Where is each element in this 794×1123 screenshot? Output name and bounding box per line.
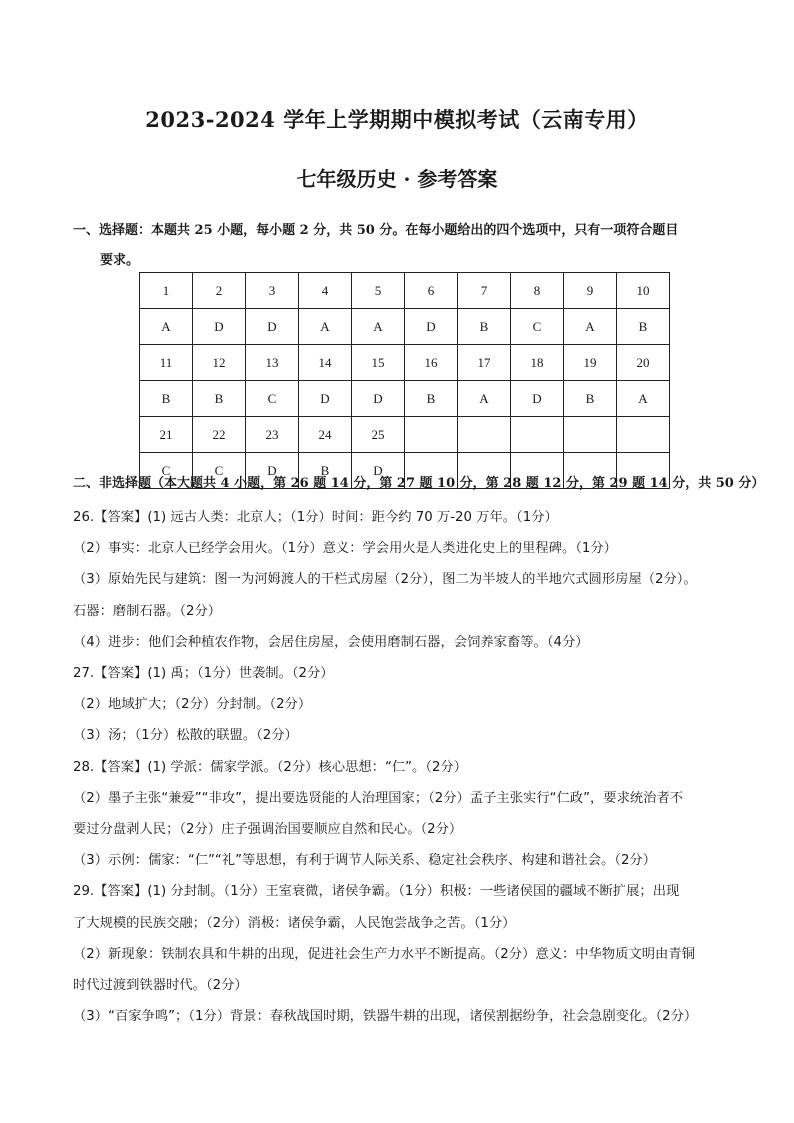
answer-table-cell: 25	[352, 417, 405, 453]
answer-table-cell	[617, 417, 670, 453]
answer-table-cell: C	[511, 309, 564, 345]
answer-table-cell: 10	[617, 273, 670, 309]
answer-table-cell	[511, 417, 564, 453]
answer-table-cell: B	[617, 309, 670, 345]
answer-table-cell: 14	[299, 345, 352, 381]
answer-table-cell: B	[193, 381, 246, 417]
answer-table-cell: 7	[458, 273, 511, 309]
answer-table-cell: D	[405, 309, 458, 345]
answer-line: 28.【答案】(1) 学派：儒家学派。（2分）核心思想：“仁”。（2分）	[73, 759, 468, 775]
answer-line: 26.【答案】(1) 远古人类：北京人；（1分）时间：距今约 70 万-20 万年。（1分）	[73, 510, 558, 525]
answer-table-cell: B	[564, 381, 617, 417]
answer-line: （3）示例：儒家：“仁”“礼”等思想，有利于调节人际关系、稳定社会秩序、构建和谐社会。（2分）	[73, 853, 656, 869]
answer-line: （2）地域扩大；（2分）分封制。（2分）	[73, 697, 312, 713]
answer-table	[139, 272, 670, 489]
answer-line: （2）墨子主张“兼爱”“非攻”，提出要选贤能的人治理国家；（2分）孟子主张实行“仁政”，要求统治者不	[73, 790, 684, 806]
answer-table-cell: 16	[405, 345, 458, 381]
answer-table-cell	[405, 417, 458, 453]
answer-table-cell: 19	[564, 345, 617, 381]
page-title: 2023-2024 学年上学期期中模拟考试（云南专用）	[145, 107, 649, 132]
answer-table-cell: 24	[299, 417, 352, 453]
section-1-line-1: 一、选择题：本题共 25 小题，每小题 2 分，共 50 分。在每小题给出的四个选项中，只有一项符合题目	[73, 223, 679, 238]
answer-line: （3）“百家争鸣”；（1分）背景：春秋战国时期，铁器牛耕的出现，诸侯割据纷争，社会急剧变化。（2分）	[73, 1009, 698, 1025]
answer-body	[73, 502, 733, 1032]
answer-table-cell: 23	[246, 417, 299, 453]
answer-table-cell: 22	[193, 417, 246, 453]
answer-table-cell: C	[193, 453, 246, 489]
answer-table-cell: D	[246, 453, 299, 489]
section-1-heading	[73, 216, 733, 276]
answer-line: 了大规模的民族交融；（2分）消极：诸侯争霸，人民饱尝战争之苦。（1分）	[73, 915, 516, 931]
answer-table-cell: C	[246, 381, 299, 417]
answer-line: （2）新现象：铁制农具和牛耕的出现，促进社会生产力水平不断提高。（2分）意义：中华物质文明由青铜	[73, 946, 695, 962]
answer-line: （4）进步：他们会种植农作物，会居住房屋，会使用磨制石器，会饲养家畜等。（4分）	[73, 634, 589, 650]
answer-table-cell: D	[352, 453, 405, 489]
answer-table-row	[140, 381, 670, 417]
answer-line: 29.【答案】(1) 分封制。（1分）王室衰微，诸侯争霸。（1分）积极：一些诸侯国的疆域不断扩展；出现	[73, 884, 680, 900]
answer-table-cell: B	[299, 453, 352, 489]
answer-table-cell: 2	[193, 273, 246, 309]
answer-table-row	[140, 345, 670, 381]
answer-table-cell: D	[299, 381, 352, 417]
answer-table-cell: 20	[617, 345, 670, 381]
answer-table-cell: 1	[140, 273, 193, 309]
answer-table-cell: 18	[511, 345, 564, 381]
answer-table-cell	[564, 417, 617, 453]
answer-line: 时代过渡到铁器时代。（2分）	[73, 978, 248, 994]
answer-table-cell	[458, 417, 511, 453]
answer-table-cell: A	[299, 309, 352, 345]
answer-table-cell: C	[140, 453, 193, 489]
answer-table-cell: 11	[140, 345, 193, 381]
answer-table-cell: 4	[299, 273, 352, 309]
answer-table-cell: D	[511, 381, 564, 417]
answer-table-cell: 9	[564, 273, 617, 309]
answer-table-cell: 6	[405, 273, 458, 309]
answer-table-cell: A	[617, 381, 670, 417]
answer-table-cell: A	[564, 309, 617, 345]
answer-table-cell: 12	[193, 345, 246, 381]
answer-table-cell: 17	[458, 345, 511, 381]
section-1-line-2: 要求。	[100, 253, 140, 268]
page-subtitle: 七年级历史 · 参考答案	[296, 167, 498, 191]
answer-table-cell: 21	[140, 417, 193, 453]
answer-line: 27.【答案】(1) 禹；（1分）世袭制。（2分）	[73, 666, 334, 682]
answer-table-row	[140, 273, 670, 309]
answer-table-cell: D	[193, 309, 246, 345]
answer-line: （3）原始先民与建筑：图一为河姆渡人的干栏式房屋（2分），图二为半坡人的半地穴式圆形房屋（2分）。	[73, 572, 697, 588]
answer-line: （3）汤；（1分）松散的联盟。（2分）	[73, 728, 298, 744]
answer-table-cell: A	[458, 381, 511, 417]
answer-line: （2）事实：北京人已经学会用火。（1分）意义：学会用火是人类进化史上的里程碑。（1分）	[73, 541, 617, 557]
answer-table-cell: A	[140, 309, 193, 345]
answer-table-row	[140, 417, 670, 453]
answer-table-cell: 5	[352, 273, 405, 309]
answer-table-cell: B	[140, 381, 193, 417]
section-2-heading: 二、非选择题（本大题共 4 小题，第 26 题 14 分，第 27 题 10 分，第 28 题 12 分，第 29 题 14 分，共 50 分）	[73, 476, 765, 491]
answer-table-cell: D	[352, 381, 405, 417]
answer-table-cell: 8	[511, 273, 564, 309]
answer-table-cell: D	[246, 309, 299, 345]
answer-line: 要过分盘剥人民；（2分）庄子强调治国要顺应自然和民心。（2分）	[73, 822, 463, 838]
answer-table-cell: B	[405, 381, 458, 417]
answer-table-cell: B	[458, 309, 511, 345]
answer-table-cell: 15	[352, 345, 405, 381]
answer-table-row	[140, 309, 670, 345]
answer-table-cell: 13	[246, 345, 299, 381]
answer-line: 石器：磨制石器。（2分）	[73, 603, 222, 619]
answer-table-cell: A	[352, 309, 405, 345]
answer-table-cell: 3	[246, 273, 299, 309]
